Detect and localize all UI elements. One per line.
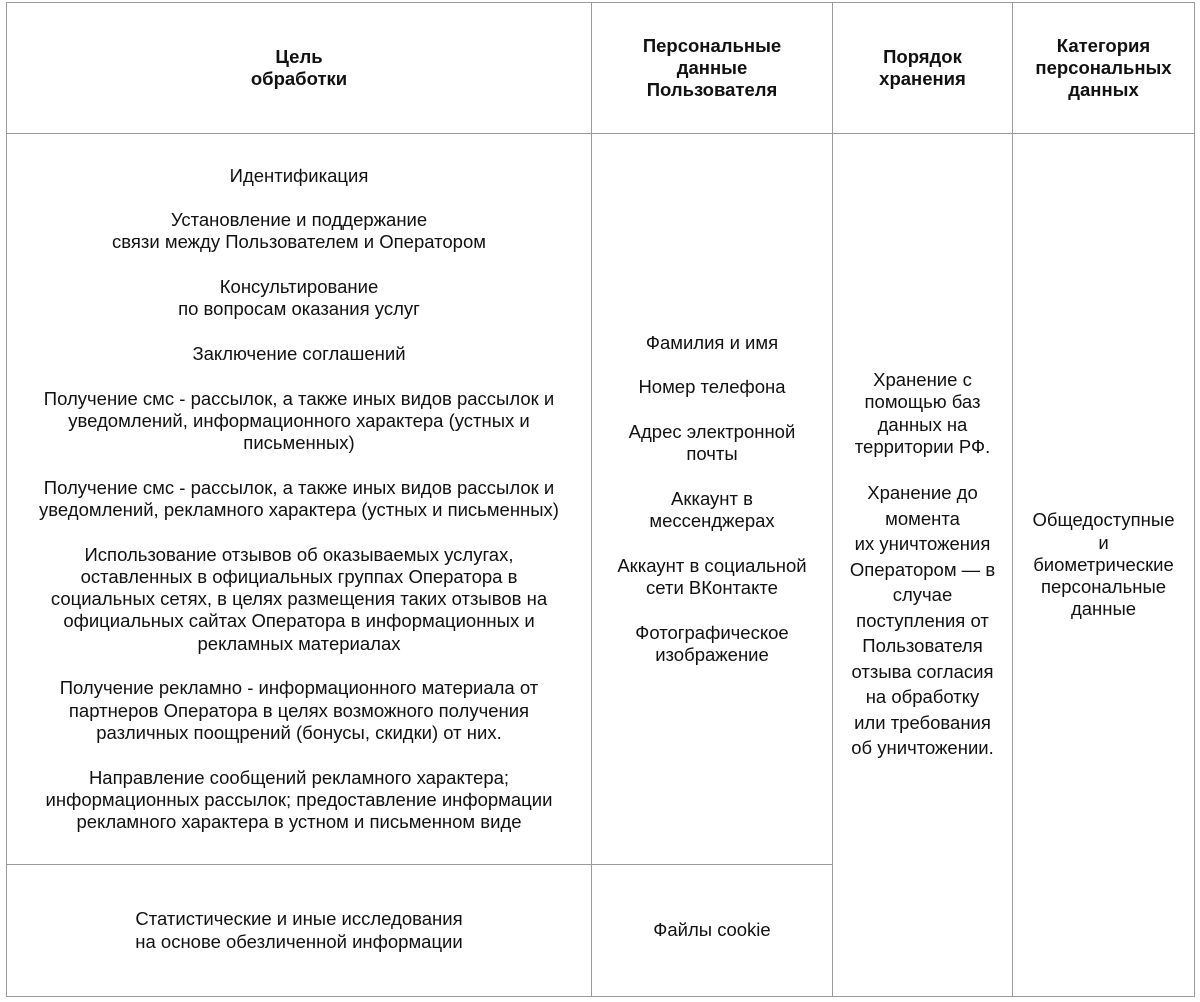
purpose-item: Заключение соглашений — [192, 342, 406, 364]
personal-data-item: Фамилия и имя — [645, 331, 779, 353]
category-cell — [1013, 134, 1195, 997]
purpose-item: Использование отзывов об оказываемых услугах, оставленных в официальных группах Оператора в социальных сетях, в целях размещения таких отзывов на официальных сайтах Оператора в информационных и рекламных материалах — [50, 543, 548, 654]
purpose-item: Получение смс - рассылок, а также иных видов рассылок и уведомлений, рекламного характера (устных и письменных) — [39, 476, 559, 520]
personal-data-item: Номер телефона — [638, 376, 786, 398]
personal-data-item: Фотографическое изображение — [635, 621, 789, 665]
cookie-data-cell: Файлы cookie — [592, 865, 833, 997]
personal-data-table — [6, 2, 1195, 997]
header-storage: Порядок хранения — [833, 3, 1013, 134]
header-category: Категория персональных данных — [1013, 3, 1195, 134]
header-personal-data: Персональные данные Пользователя — [592, 3, 833, 134]
personal-data-cell — [592, 134, 833, 865]
cookie-purpose-cell: Статистические и иные исследования на основе обезличенной информации — [7, 865, 592, 997]
purpose-item: Получение смс - рассылок, а также иных видов рассылок и уведомлений, информационного характера (устных и письменных) — [43, 387, 555, 454]
personal-data-item: Аккаунт в социальной сети ВКонтакте — [617, 554, 807, 599]
personal-data-item: Адрес электронной почты — [628, 420, 796, 465]
table-row — [7, 134, 1195, 865]
purposes-cell — [7, 134, 592, 865]
storage-item: Хранение с помощью баз данных на территории РФ. — [854, 369, 991, 458]
purpose-item: Консультирование по вопросам оказания услуг — [178, 276, 420, 320]
purpose-item: Установление и поддержание связи между Пользователем и Оператором — [112, 209, 486, 253]
category-text: Общедоступные и биометрические персональные данные — [1032, 509, 1175, 620]
purpose-item: Идентификация — [229, 164, 369, 186]
personal-data-item: Аккаунт в мессенджерах — [649, 487, 775, 532]
storage-cell — [833, 134, 1013, 997]
header-purpose: Цель обработки — [7, 3, 592, 134]
header-row — [7, 3, 1195, 134]
storage-item: Хранение до момента их уничтожения Оператором — в случае поступления от Пользователя отзыва согласия на обработку или требования об уничтожении. — [849, 482, 996, 759]
purpose-item: Получение рекламно - информационного материала от партнеров Оператора в целях возможного получения различных поощрений (бонусы, скидки) от них. — [59, 677, 539, 743]
purpose-item: Направление сообщений рекламного характера; информационных рассылок; предоставление информации рекламного характера в устном и письменном виде — [45, 766, 553, 833]
